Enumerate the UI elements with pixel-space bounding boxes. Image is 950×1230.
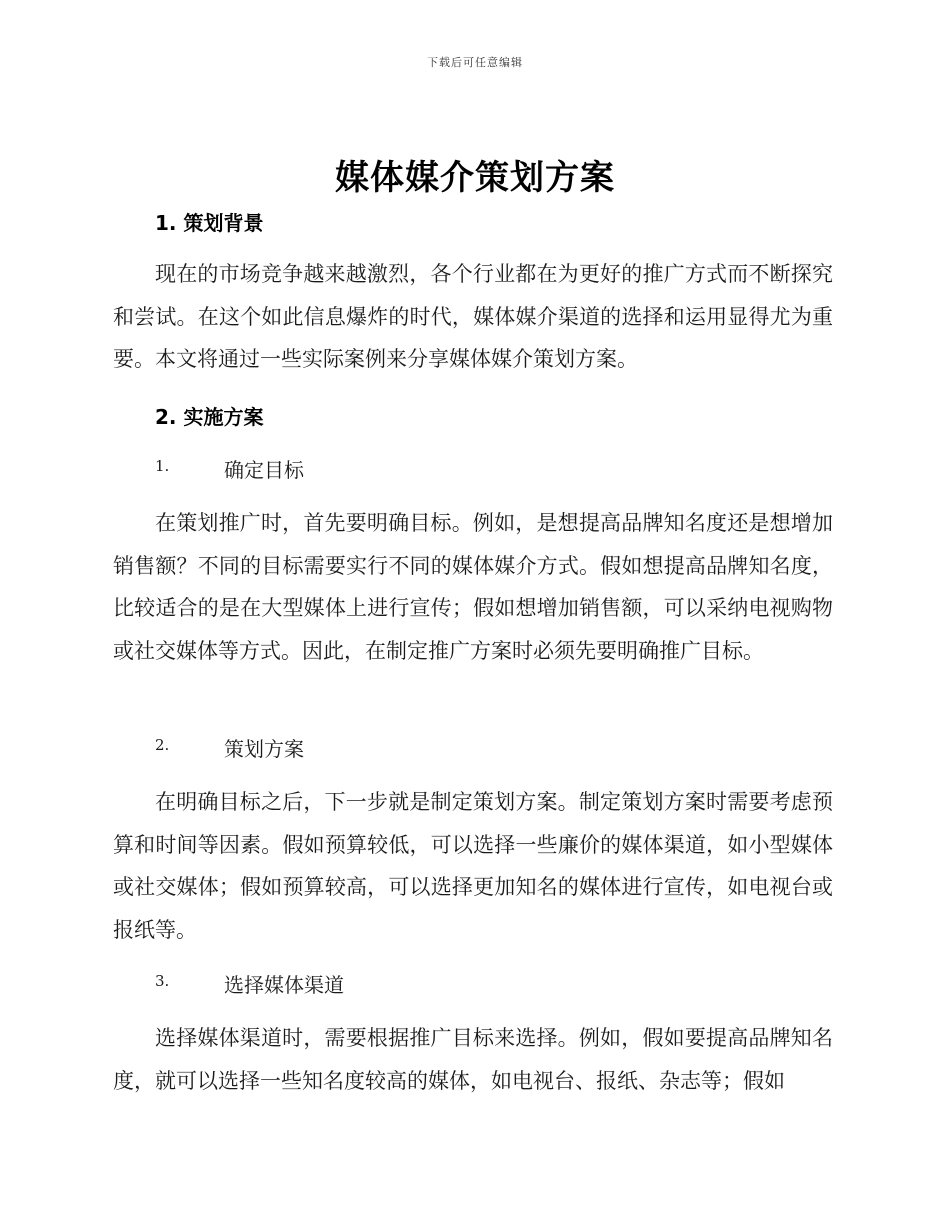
paragraph-plan: 在明确目标之后，下一步就是制定策划方案。制定策划方案时需要考虑预算和时间等因素。假如预算较低，可以选择一些廉价的媒体渠道，如小型媒体或社交媒体；假如预算较高，可以选择更加知名的媒体进行宣传，如电视台或报纸等。 [113, 790, 833, 943]
subitem-define-goal [155, 454, 655, 484]
subitem-choose-channel [155, 969, 655, 999]
section-heading-implementation: 2. 实施方案 [155, 405, 264, 429]
document-title: 媒体媒介策划方案 [335, 158, 615, 198]
subitem-label: 策划方案 [224, 737, 304, 761]
subitem-number: 3. [155, 972, 170, 990]
paragraph-choose-channel: 选择媒体渠道时，需要根据推广目标来选择。例如，假如要提高品牌知名度，就可以选择一些知名度较高的媒体，如电视台、报纸、杂志等；假如 [113, 1026, 833, 1093]
subitem-plan [155, 733, 655, 763]
subitem-label: 选择媒体渠道 [224, 973, 344, 997]
subitem-number: 2. [155, 736, 170, 754]
paragraph-define-goal: 在策划推广时，首先要明确目标。例如，是想提高品牌知名度还是想增加销售额？不同的目标需要实行不同的媒体媒介方式。假如想提高品牌知名度，比较适合的是在大型媒体上进行宣传；假如想增加销售额，可以采纳电视购物或社交媒体等方式。因此，在制定推广方案时必须先要明确推广目标。 [113, 511, 833, 664]
paragraph-background: 现在的市场竞争越来越激烈，各个行业都在为更好的推广方式而不断探究和尝试。在这个如此信息爆炸的时代，媒体媒介渠道的选择和运用显得尤为重要。本文将通过一些实际案例来分享媒体媒介策划方案。 [113, 262, 833, 372]
subitem-number: 1. [155, 457, 170, 475]
subitem-label: 确定目标 [224, 458, 304, 482]
section-heading-background: 1. 策划背景 [155, 211, 264, 235]
header-note: 下载后可任意编辑 [427, 56, 523, 69]
